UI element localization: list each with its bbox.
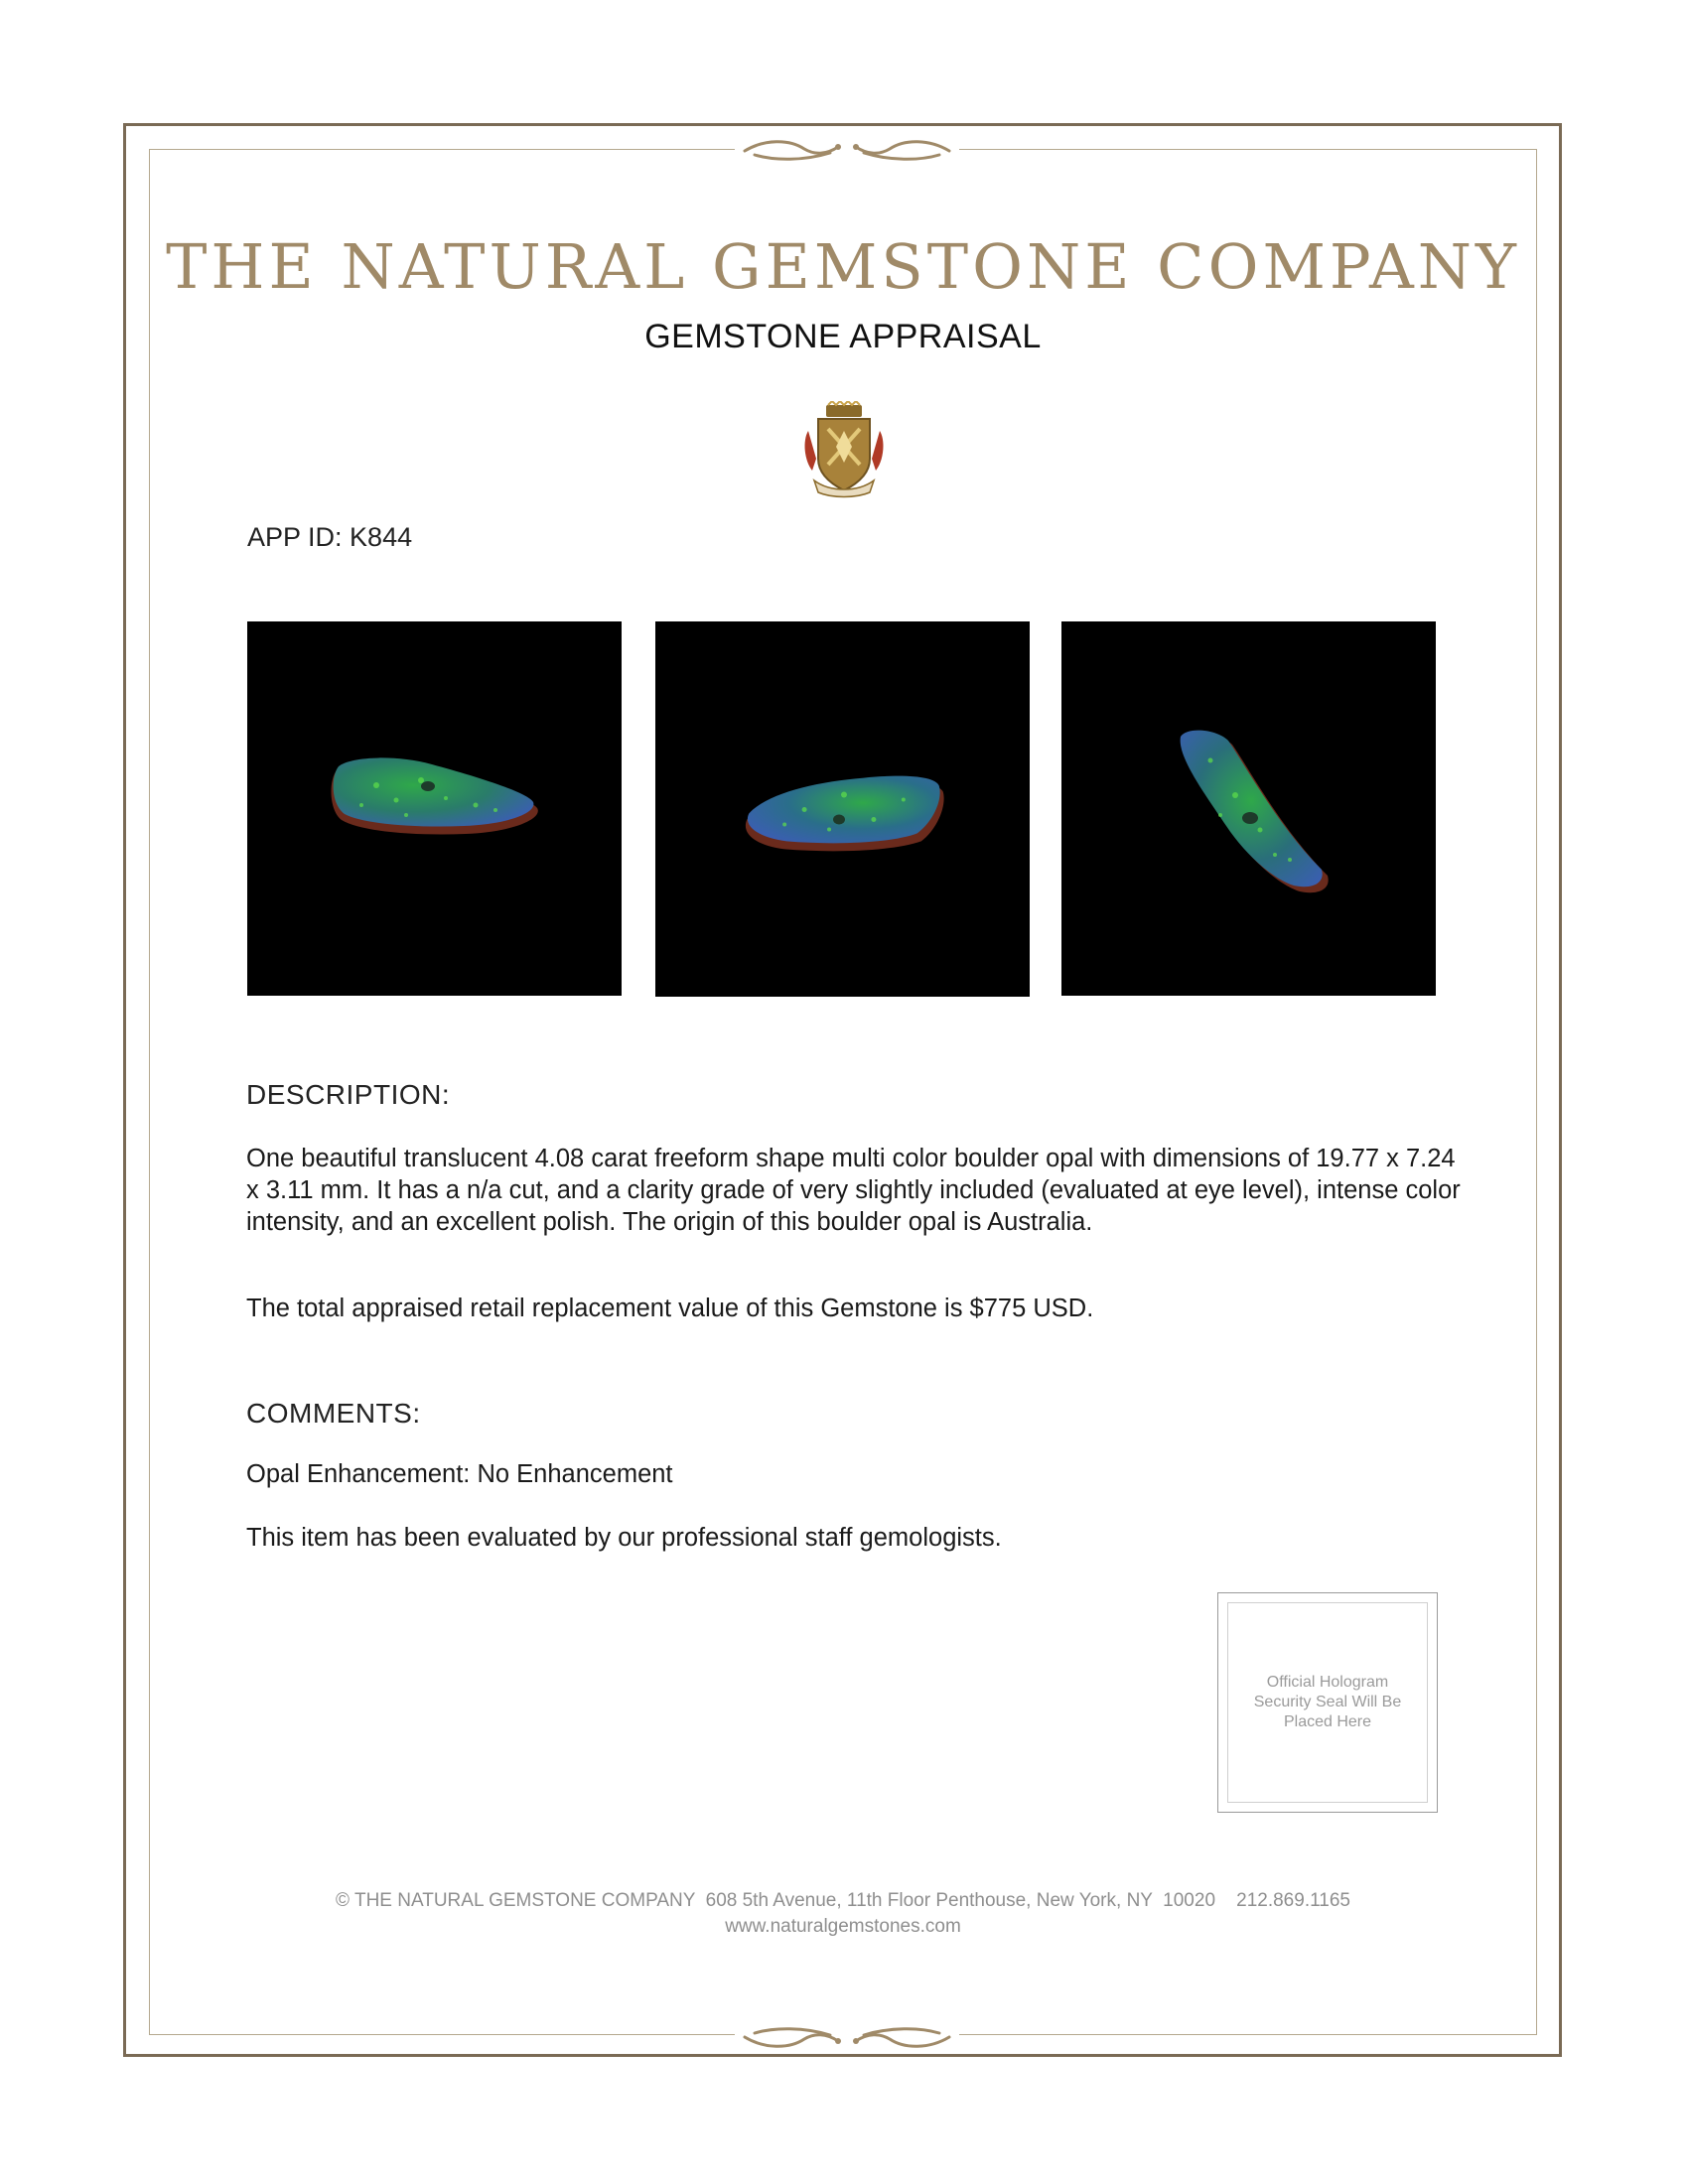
boulder-opal-photo-icon <box>1061 621 1436 996</box>
gemstone-photo-front <box>247 621 622 996</box>
app-id: APP ID: K844 <box>247 522 413 552</box>
footer-address-line <box>149 1890 1537 1912</box>
company-crest-icon <box>800 401 888 500</box>
footer-copyright: © THE NATURAL GEMSTONE COMPANY <box>336 1890 696 1911</box>
enhancement-comment: Opal Enhancement: No Enhancement <box>246 1460 673 1488</box>
boulder-opal-photo-icon <box>247 621 622 996</box>
gemstone-photo-side <box>655 621 1030 997</box>
gemstone-photo-angled <box>1061 621 1436 996</box>
hologram-seal-text: Official Hologram Security Seal Will Be Placed Here <box>1253 1674 1402 1730</box>
comments-heading: COMMENTS: <box>246 1398 421 1429</box>
company-name: THE NATURAL GEMSTONE COMPANY <box>166 230 1520 303</box>
footer-phone: 212.869.1165 <box>1236 1890 1350 1911</box>
footer-website[interactable]: www.naturalgemstones.com <box>725 1916 961 1937</box>
bottom-flourish-icon <box>735 2023 959 2053</box>
boulder-opal-photo-icon <box>655 621 1030 996</box>
footer-address: 608 5th Avenue, 11th Floor Penthouse, New York, NY 10020 <box>705 1890 1216 1911</box>
evaluation-comment: This item has been evaluated by our professional staff gemologists. <box>246 1524 1002 1552</box>
description-heading: DESCRIPTION: <box>246 1079 451 1110</box>
document-title: GEMSTONE APPRAISAL <box>644 318 1042 355</box>
hologram-seal-box <box>1227 1602 1428 1803</box>
description-text: One beautiful translucent 4.08 carat freeform shape multi color boulder opal with dimensions of 19.77 x 7.24 x 3.11 mm. It has a n/a cut, and a clarity grade of very slightly included (evaluated at eye level), intense color intensity, and an excellent polish. The origin of this boulder opal is Australia. <box>246 1145 1461 1236</box>
appraised-value: The total appraised retail replacement value of this Gemstone is $775 USD. <box>246 1295 1094 1322</box>
top-flourish-icon <box>735 135 959 165</box>
